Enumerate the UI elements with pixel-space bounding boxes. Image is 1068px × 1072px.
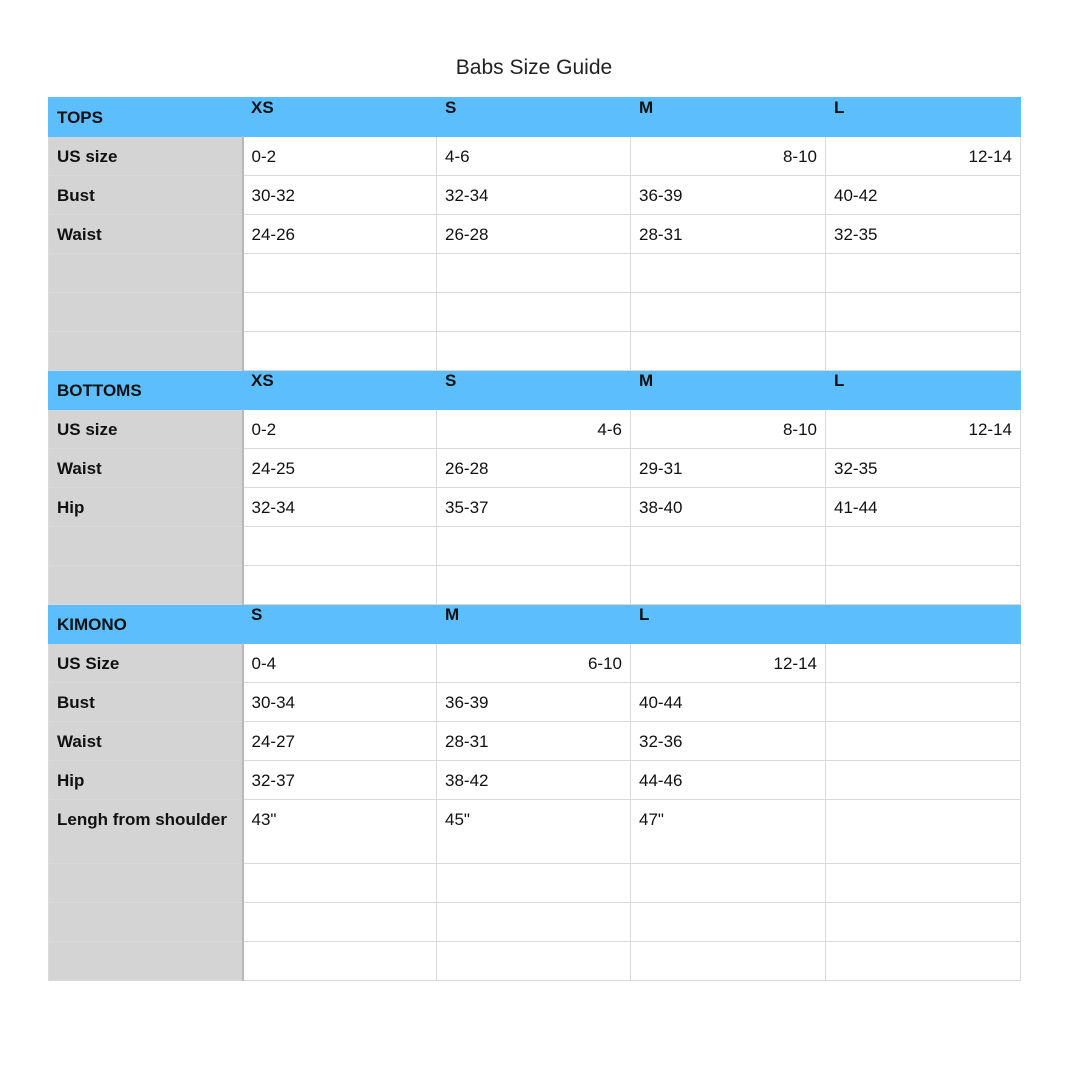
section-title: TOPS <box>49 98 243 137</box>
table-cell <box>243 942 437 981</box>
row-label: US Size <box>49 644 243 683</box>
table-cell: 43" <box>243 800 437 864</box>
table-cell <box>826 683 1021 722</box>
table-cell: 40-42 <box>826 176 1021 215</box>
table-cell: 0-4 <box>243 644 437 683</box>
table-cell: 32-34 <box>437 176 631 215</box>
table-cell <box>826 254 1021 293</box>
section-title: BOTTOMS <box>49 371 243 410</box>
table-cell: 29-31 <box>631 449 826 488</box>
table-cell: 41-44 <box>826 488 1021 527</box>
table-cell <box>631 527 826 566</box>
table-cell: 47" <box>631 800 826 864</box>
row-label <box>49 254 243 293</box>
table-cell: 12-14 <box>826 410 1021 449</box>
empty-row <box>49 942 1021 981</box>
row-label: US size <box>49 410 243 449</box>
row-label <box>49 942 243 981</box>
empty-row <box>49 566 1021 605</box>
table-cell <box>826 293 1021 332</box>
row-label: Waist <box>49 449 243 488</box>
table-row <box>49 683 1021 722</box>
table-cell <box>826 864 1021 903</box>
table-cell: 0-2 <box>243 410 437 449</box>
table-cell: 44-46 <box>631 761 826 800</box>
table-cell: 26-28 <box>437 449 631 488</box>
table-cell <box>243 903 437 942</box>
table-cell <box>631 903 826 942</box>
table-cell <box>631 293 826 332</box>
size-column-header: M <box>631 98 826 137</box>
table-cell: 30-32 <box>243 176 437 215</box>
table-cell: 38-42 <box>437 761 631 800</box>
table-cell <box>826 942 1021 981</box>
size-column-header: S <box>243 605 437 644</box>
table-cell <box>826 644 1021 683</box>
table-cell <box>631 864 826 903</box>
table-cell <box>826 903 1021 942</box>
table-cell <box>243 254 437 293</box>
table-row <box>49 488 1021 527</box>
table-cell <box>243 293 437 332</box>
table-cell <box>243 332 437 371</box>
table-cell: 4-6 <box>437 410 631 449</box>
row-label: Waist <box>49 215 243 254</box>
section-header-row <box>49 371 1021 410</box>
table-cell: 24-26 <box>243 215 437 254</box>
table-row <box>49 410 1021 449</box>
table-cell <box>437 527 631 566</box>
table-row <box>49 449 1021 488</box>
table-cell <box>631 332 826 371</box>
table-cell: 40-44 <box>631 683 826 722</box>
table-cell <box>631 254 826 293</box>
empty-row <box>49 864 1021 903</box>
table-row <box>49 215 1021 254</box>
empty-row <box>49 254 1021 293</box>
table-row <box>49 137 1021 176</box>
table-cell <box>243 864 437 903</box>
empty-row <box>49 293 1021 332</box>
table-cell <box>826 761 1021 800</box>
table-cell: 12-14 <box>826 137 1021 176</box>
size-column-header: XS <box>243 371 437 410</box>
row-label: Hip <box>49 488 243 527</box>
row-label: Waist <box>49 722 243 761</box>
table-cell <box>826 332 1021 371</box>
row-label: US size <box>49 137 243 176</box>
size-column-header: L <box>826 371 1021 410</box>
table-row <box>49 761 1021 800</box>
row-label <box>49 332 243 371</box>
table-cell <box>437 332 631 371</box>
table-cell: 28-31 <box>631 215 826 254</box>
row-label <box>49 527 243 566</box>
table-cell <box>826 800 1021 864</box>
table-cell <box>243 527 437 566</box>
empty-row <box>49 332 1021 371</box>
table-cell: 36-39 <box>631 176 826 215</box>
table-cell: 32-35 <box>826 449 1021 488</box>
table-cell: 0-2 <box>243 137 437 176</box>
table-cell: 32-37 <box>243 761 437 800</box>
table-cell: 45" <box>437 800 631 864</box>
table-cell: 35-37 <box>437 488 631 527</box>
row-label: Bust <box>49 176 243 215</box>
size-column-header <box>826 605 1021 644</box>
table-cell: 4-6 <box>437 137 631 176</box>
table-cell <box>437 566 631 605</box>
row-label: Bust <box>49 683 243 722</box>
table-cell <box>826 527 1021 566</box>
size-guide-table <box>48 97 1021 981</box>
table-cell: 26-28 <box>437 215 631 254</box>
table-cell <box>631 566 826 605</box>
table-cell: 32-36 <box>631 722 826 761</box>
table-cell: 36-39 <box>437 683 631 722</box>
table-row <box>49 176 1021 215</box>
row-label: Hip <box>49 761 243 800</box>
size-column-header: XS <box>243 98 437 137</box>
table-cell <box>437 293 631 332</box>
row-label <box>49 293 243 332</box>
section-header-row <box>49 605 1021 644</box>
table-cell: 6-10 <box>437 644 631 683</box>
size-column-header: L <box>826 98 1021 137</box>
table-cell: 32-35 <box>826 215 1021 254</box>
size-column-header: L <box>631 605 826 644</box>
table-cell <box>826 722 1021 761</box>
table-cell: 8-10 <box>631 137 826 176</box>
table-cell <box>437 864 631 903</box>
row-label <box>49 566 243 605</box>
row-label <box>49 903 243 942</box>
empty-row <box>49 527 1021 566</box>
table-cell: 24-27 <box>243 722 437 761</box>
table-row <box>49 800 1021 864</box>
section-header-row <box>49 98 1021 137</box>
table-cell: 28-31 <box>437 722 631 761</box>
table-cell <box>437 903 631 942</box>
table-cell: 12-14 <box>631 644 826 683</box>
table-row <box>49 644 1021 683</box>
table-cell: 24-25 <box>243 449 437 488</box>
section-title: KIMONO <box>49 605 243 644</box>
table-cell <box>631 942 826 981</box>
table-cell <box>437 942 631 981</box>
size-column-header: S <box>437 371 631 410</box>
table-cell <box>437 254 631 293</box>
size-column-header: M <box>631 371 826 410</box>
page-title: Babs Size Guide <box>455 56 613 79</box>
table-row <box>49 722 1021 761</box>
table-cell: 30-34 <box>243 683 437 722</box>
table-cell <box>826 566 1021 605</box>
row-label: Lengh from shoulder <box>49 800 243 864</box>
table-cell <box>243 566 437 605</box>
table-cell: 8-10 <box>631 410 826 449</box>
empty-row <box>49 903 1021 942</box>
size-column-header: M <box>437 605 631 644</box>
size-column-header: S <box>437 98 631 137</box>
row-label <box>49 864 243 903</box>
table-cell: 32-34 <box>243 488 437 527</box>
table-cell: 38-40 <box>631 488 826 527</box>
